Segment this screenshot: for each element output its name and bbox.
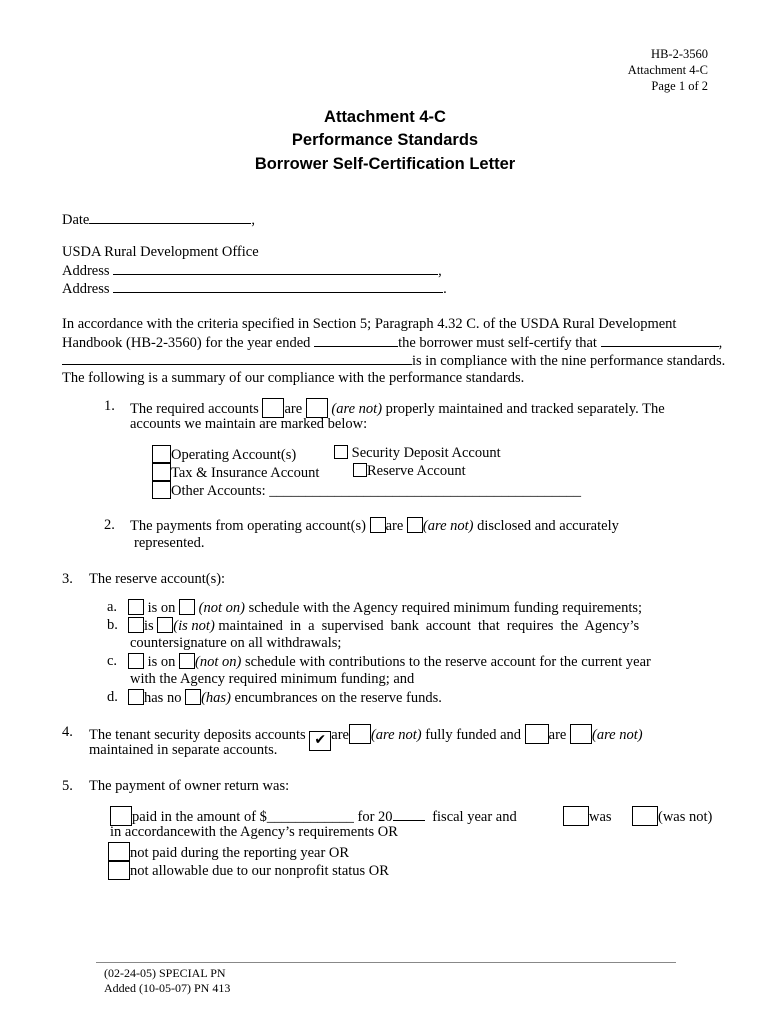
paid-checkbox[interactable]: [110, 806, 132, 826]
item4-are-not-checkbox[interactable]: [349, 724, 371, 744]
item5-text: The payment of owner return was:: [89, 778, 290, 794]
address-label-1: Address: [62, 263, 110, 279]
tax-insurance-row: [152, 463, 319, 482]
address-field-2[interactable]: [113, 280, 443, 293]
footer-line-1: (02-24-05) SPECIAL PN: [104, 966, 226, 980]
item4-are-label-2: are: [548, 727, 567, 743]
not-allowable-checkbox[interactable]: [108, 860, 130, 880]
item3c-is-on-checkbox[interactable]: [128, 653, 144, 669]
item3b-is-not-label: (is not): [173, 618, 215, 634]
was-not-row: [632, 806, 712, 826]
item3c-label: c.: [107, 653, 118, 669]
not-paid-checkbox[interactable]: [108, 842, 130, 862]
tax-insurance-checkbox[interactable]: [152, 463, 171, 481]
item1-are-label: are: [284, 401, 303, 417]
title-line-3: Borrower Self-Certification Letter: [254, 155, 516, 173]
intro-text-3: is in compliance with the nine performance standards.: [412, 353, 726, 369]
was-not-label: (was not): [658, 809, 713, 825]
borrower-field[interactable]: [601, 334, 719, 347]
not-paid-row: [108, 842, 349, 862]
property-field[interactable]: [62, 352, 412, 365]
checkmark-icon: ✔: [314, 732, 327, 748]
item1-line-1: [130, 398, 665, 418]
item4-are-not-label-2: (are not): [592, 727, 643, 743]
item2-are-label: are: [385, 518, 404, 534]
item3b-line-2: countersignature on all withdrawals;: [130, 635, 342, 651]
item3c-line-2: with the Agency required minimum funding; and: [130, 671, 415, 687]
item3b-is-label: is: [144, 618, 154, 634]
date-row: Date ,: [62, 212, 255, 228]
operating-account-label: Operating Account(s): [171, 447, 297, 463]
item5-number: 5.: [62, 778, 73, 794]
item3d-has-no-checkbox[interactable]: [128, 689, 144, 705]
item2-are-not-checkbox[interactable]: [407, 517, 423, 533]
item3-number: 3.: [62, 571, 73, 587]
paid-row: [110, 806, 517, 826]
item2-are-checkbox[interactable]: [370, 517, 386, 533]
item3b-rest: maintained in a supervised bank account that requires the Agency’s: [218, 618, 640, 634]
address-row-1: Address ,: [62, 263, 442, 279]
item1-are-checkbox[interactable]: [262, 398, 284, 418]
footer-divider: [96, 962, 676, 963]
not-paid-label: not paid during the reporting year OR: [130, 845, 350, 861]
item2-are-not-label: (are not): [422, 518, 474, 534]
office-label: USDA Rural Development Office: [62, 244, 259, 260]
item3d-line: [128, 689, 442, 707]
item1-text-b: properly maintained and tracked separately. The: [385, 401, 665, 417]
item3a-is-on-label: is on: [147, 600, 176, 616]
item3c-rest: schedule with contributions to the reserve account for the current year: [244, 654, 651, 670]
intro-text-2b: the borrower must self-certify that: [398, 335, 597, 351]
item3d-label: d.: [107, 689, 118, 705]
item2-text-a: The payments from operating account(s): [130, 518, 366, 534]
item3c-not-on-checkbox[interactable]: [179, 653, 195, 669]
item3d-rest: encumbrances on the reserve funds.: [234, 690, 442, 706]
title-line-1: Attachment 4-C: [324, 108, 446, 126]
reserve-account-label: Reserve Account: [367, 463, 466, 479]
item3b-line: [128, 617, 700, 635]
item3d-has-no-label: has no: [144, 690, 182, 706]
item3c-is-on-label: is on: [147, 654, 176, 670]
reserve-account-checkbox[interactable]: [353, 463, 367, 477]
reserve-account-row: [353, 463, 466, 480]
item3-text: The reserve account(s):: [89, 571, 226, 587]
item1-are-not-checkbox[interactable]: [306, 398, 328, 418]
header-block: [628, 46, 708, 94]
item4-are-not-label-1: (are not): [370, 727, 422, 743]
paid-label: paid in the amount of $____________ for 20: [132, 809, 393, 825]
item3d-has-label: (has): [201, 690, 231, 706]
item3b-is-not-checkbox[interactable]: [157, 617, 173, 633]
item2-line-2: represented.: [134, 535, 205, 551]
item3a-not-on-checkbox[interactable]: [179, 599, 195, 615]
item2-line-1: [130, 517, 619, 535]
item3a-line: [128, 599, 642, 617]
title-line-2: Performance Standards: [291, 131, 479, 149]
was-row: [563, 806, 612, 826]
item3a-label: a.: [107, 599, 118, 615]
item4-line-2: maintained in separate accounts.: [89, 742, 278, 758]
was-not-checkbox[interactable]: [632, 806, 658, 826]
fiscal-label: fiscal year and: [432, 809, 517, 825]
address-field-1[interactable]: [113, 262, 438, 275]
item4-are-checkbox[interactable]: [309, 731, 331, 751]
security-deposit-row: [334, 445, 501, 462]
intro-line-4: The following is a summary of our compliance with the performance standards.: [62, 370, 525, 386]
year-ended-field[interactable]: [314, 334, 398, 347]
other-accounts-label: Other Accounts: ___________________________________________: [171, 483, 582, 499]
item4-text-b: fully funded and: [425, 727, 522, 743]
item3d-has-checkbox[interactable]: [185, 689, 201, 705]
operating-account-row: [152, 445, 296, 464]
item1-number: 1.: [104, 398, 115, 414]
other-accounts-row: [152, 481, 581, 500]
item4-are-label-1: are: [331, 727, 349, 743]
was-label: was: [589, 809, 612, 825]
accordance-line: in accordancewith the Agency’s requirements OR: [110, 824, 398, 840]
item3a-rest: schedule with the Agency required minimum funding requirements;: [248, 600, 643, 616]
item1-text-a: The required accounts: [130, 401, 259, 417]
intro-line-2: Handbook (HB-2-3560) for the year ended the borrower must self-certify that ,: [62, 335, 723, 351]
security-deposit-label: Security Deposit Account: [351, 445, 501, 461]
footer-line-2: Added (10-05-07) PN 413: [104, 981, 231, 995]
address-row-2: Address .: [62, 281, 447, 297]
item4-separate-are-not-checkbox[interactable]: [570, 724, 592, 744]
intro-text-2a: Handbook (HB-2-3560) for the year ended: [62, 335, 311, 351]
item3b-label: b.: [107, 617, 118, 633]
date-field[interactable]: [89, 211, 251, 224]
other-accounts-checkbox[interactable]: [152, 481, 171, 499]
item3a-not-on-label: (not on): [198, 600, 245, 616]
intro-line-1: In accordance with the criteria specified in Section 5; Paragraph 4.32 C. of the USDA Rural Development: [62, 316, 677, 332]
item2-number: 2.: [104, 517, 115, 533]
page-indicator: Page 1 of 2: [651, 79, 708, 93]
not-allowable-label: not allowable due to our nonprofit status OR: [130, 863, 389, 879]
intro-line-3: [62, 352, 725, 370]
item3c-line: [128, 653, 651, 671]
item1-line-2: accounts we maintain are marked below:: [130, 416, 368, 432]
date-label: Date: [62, 212, 90, 228]
item3a-is-on-checkbox[interactable]: [128, 599, 144, 615]
item2-text-b: disclosed and accurately: [477, 518, 619, 534]
tax-insurance-label: Tax & Insurance Account: [171, 465, 320, 481]
item4-separate-are-checkbox[interactable]: [525, 724, 549, 744]
attachment-label: Attachment 4-C: [627, 63, 708, 77]
was-checkbox[interactable]: [563, 806, 589, 826]
item3b-is-checkbox[interactable]: [128, 617, 144, 633]
address-label-2: Address: [62, 281, 110, 297]
operating-account-checkbox[interactable]: [152, 445, 171, 463]
not-allowable-row: [108, 860, 389, 880]
item4-number: 4.: [62, 724, 73, 740]
item1-are-not-label: (are not): [331, 401, 383, 417]
fiscal-year-field[interactable]: [393, 808, 425, 821]
item4-text-a: The tenant security deposits accounts: [89, 727, 306, 743]
item3c-not-on-label: (not on): [195, 654, 242, 670]
security-deposit-checkbox[interactable]: [334, 445, 348, 459]
form-number: HB-2-3560: [651, 47, 708, 61]
